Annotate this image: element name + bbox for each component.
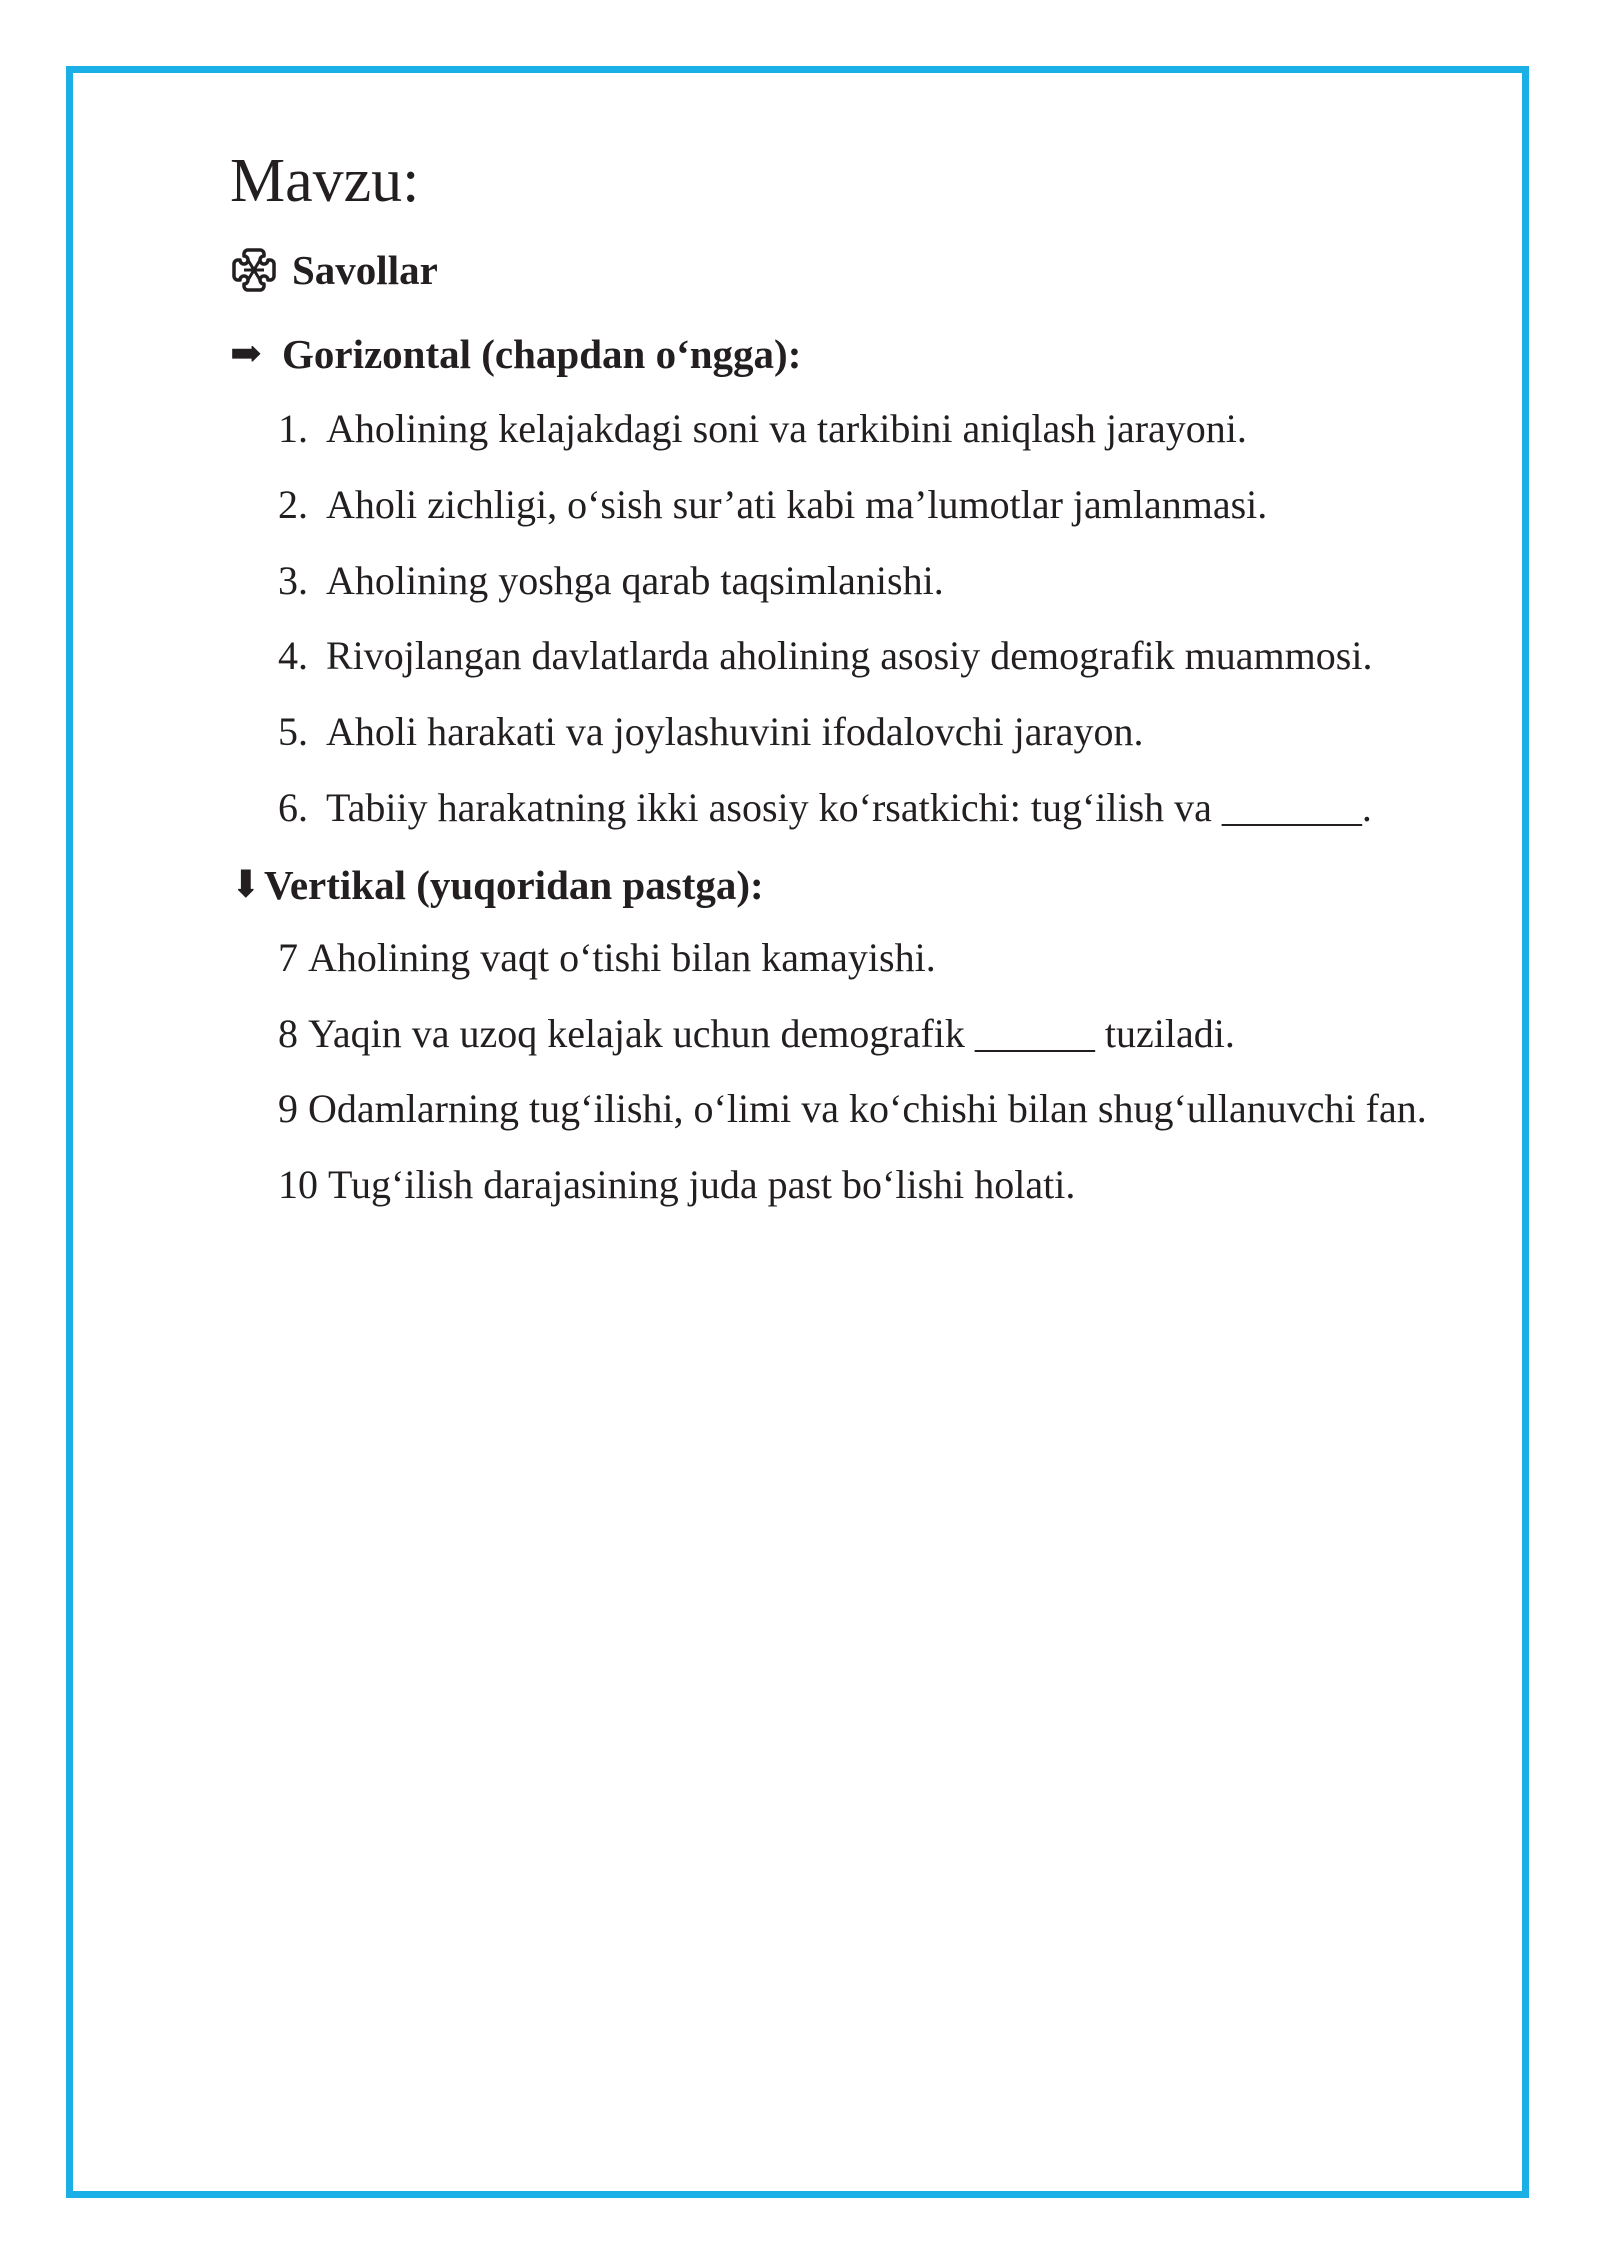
item-number: 4.: [278, 633, 308, 679]
horizontal-heading-label: Gorizontal (chapdan o‘ngga):: [282, 331, 802, 377]
list-item: [278, 706, 1470, 759]
vertical-heading-label: Vertikal (yuqoridan pastga):: [264, 861, 764, 908]
worksheet-content: [230, 147, 1470, 1235]
list-item: [278, 479, 1470, 532]
questions-heading-label: Savollar: [292, 246, 438, 293]
list-item: [278, 782, 1470, 835]
list-item: [278, 932, 1470, 985]
topic-label: Mavzu:: [230, 147, 420, 215]
item-text: Odamlarning tug‘ilishi, o‘limi va ko‘chishi bilan shug‘ullanuvchi fan.: [308, 1086, 1427, 1132]
horizontal-questions-list: [230, 403, 1470, 835]
item-number: 7: [278, 934, 298, 980]
horizontal-heading: [230, 331, 1470, 377]
item-number: 5.: [278, 709, 308, 755]
item-text: Yaqin va uzoq kelajak uchun demografik ______ tuziladi.: [308, 1010, 1235, 1056]
item-text: Aholining vaqt o‘tishi bilan kamayishi.: [308, 934, 936, 980]
item-number: 10: [278, 1162, 318, 1208]
item-text: Aholining kelajakdagi soni va tarkibini aniqlash jarayoni.: [326, 406, 1247, 451]
item-text: Aholi zichligi, o‘sish sur’ati kabi ma’lumotlar jamlanmasi.: [326, 481, 1268, 527]
arrow-right-icon: ➡: [230, 332, 262, 375]
vertical-questions-list: [230, 932, 1470, 1212]
item-number: 2.: [278, 481, 308, 527]
item-number: 3.: [278, 557, 308, 603]
list-item: [278, 630, 1470, 683]
item-number: 9: [278, 1086, 298, 1132]
list-item: [278, 1008, 1470, 1061]
list-item: [278, 403, 1470, 456]
item-text: Tabiiy harakatning ikki asosiy ko‘rsatkichi: tug‘ilish va _______.: [326, 784, 1372, 830]
list-item: [278, 555, 1470, 608]
list-item: [278, 1083, 1470, 1136]
item-text: Tug‘ilish darajasining juda past bo‘lishi holati.: [328, 1162, 1076, 1208]
puzzle-icon: [230, 246, 278, 294]
questions-heading: [230, 246, 1470, 294]
item-number: 8: [278, 1010, 298, 1056]
item-text: Rivojlangan davlatlarda aholining asosiy demografik muammosi.: [326, 633, 1373, 679]
item-number: 6.: [278, 784, 308, 830]
vertical-heading: [230, 861, 1470, 908]
item-text: Aholining yoshga qarab taqsimlanishi.: [326, 557, 944, 603]
arrow-down-icon: ⬇: [230, 864, 262, 907]
list-item: [278, 1159, 1470, 1212]
item-text: Aholi harakati va joylashuvini ifodalovchi jarayon.: [326, 709, 1144, 755]
item-number: 1.: [278, 406, 308, 451]
